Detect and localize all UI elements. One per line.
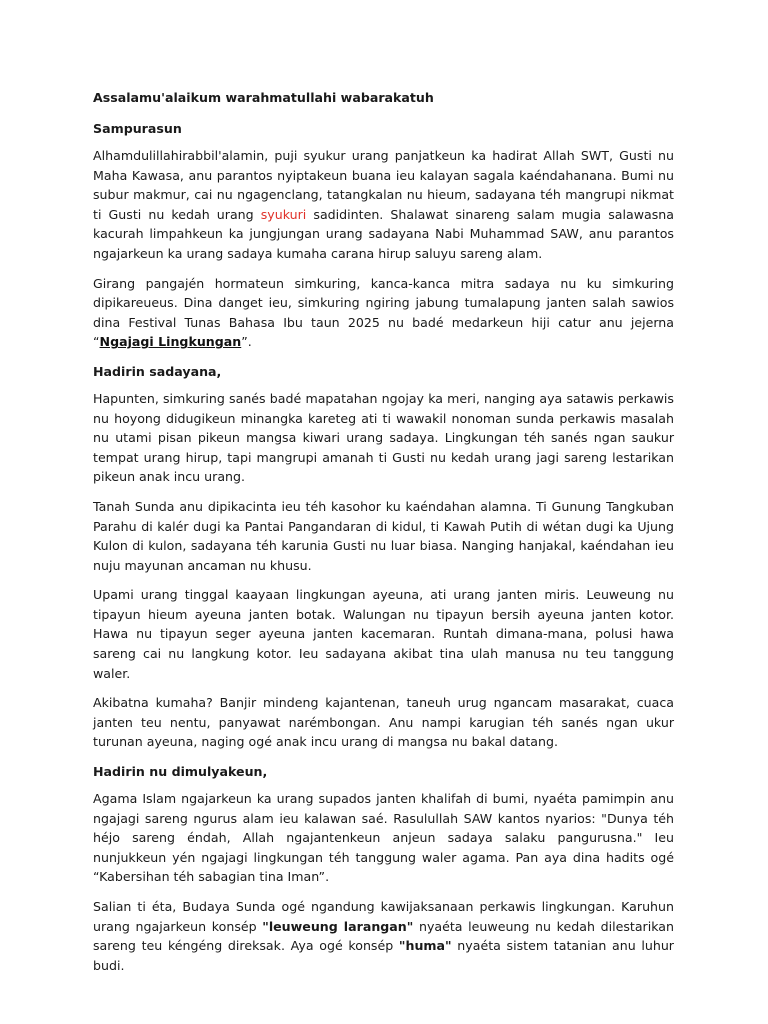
paragraph-6: Akibatna kumaha? Banjir mindeng kajantenan, taneuh urug ngancam masarakat, cuaca janten teu nentu, panyawat narémbongan. Anu nampi karugian téh sanés ngan ukur turunan ayeuna, naging ogé anak incu urang di mangsa nu bakal datang. bbox=[93, 695, 674, 750]
section-heading-hadirin-dimulyakeun: Hadirin nu dimulyakeun, bbox=[93, 764, 268, 780]
speech-title: Ngajagi Lingkungan bbox=[99, 334, 242, 350]
paragraph-text: Alhamdulillahirabbil'alamin, puji syukur urang panjatkeun ka hadirat Allah SWT, Gusti nu Maha Kawasa, anu parantos nyiptakeun buana ieu kalayan sagala kaéndahanana. Bumi nu subur makmur, cai nu ngagenclang, tatangkalan nu hieum, sadayana téh mangrupi nikmat ti Gusti nu kedah urang bbox=[93, 148, 674, 222]
paragraph-text: nyaéta sistem tatanian anu luhur budi. bbox=[93, 938, 674, 973]
highlighted-word: syukuri bbox=[260, 206, 307, 222]
paragraph-text: nyaéta leuweung nu kedah dilestarikan sareng teu kéngéng direksak. Aya ogé konsép bbox=[93, 918, 674, 954]
greeting-heading: Assalamu'alaikum warahmatullahi wabarakatuh bbox=[93, 90, 434, 105]
paragraph-3: Hapunten, simkuring sanés badé mapatahan ngojay ka meri, nanging aya satawis perkawis nu hoyong didugikeun minangka kareteg ati ti wawakil nonoman sunda perkawis masalah nu utami pisan pikeun mangsa kiwari urang sadaya. Lingkungan téh sanés ngan saukur tempat urang hirup, tapi mangrupi amanah ti Gusti nu kedah urang jagi sareng lestarikan pikeun anak incu urang. bbox=[93, 390, 674, 485]
paragraph-text: Girang pangajén hormateun simkuring, kanca-kanca mitra sadaya nu ku simkuring dipikareueus. Dina danget ieu, simkuring ngiring jabung tumalapung janten salah sawios dina Festival Tunas Bahasa Ibu taun 2025 nu badé medarkeun hiji catur anu jejerna “ bbox=[93, 275, 674, 350]
paragraph-text: sadidinten. Shalawat sinareng salam mugia salawasna kacurah limpahkeun ka jungjungan urang sadayana Nabi Muhammad SAW, anu parantos ngajarkeun ka urang sadaya kumaha carana hirup saluyu sareng alam. bbox=[93, 206, 674, 261]
paragraph-7: Agama Islam ngajarkeun ka urang supados janten khalifah di bumi, nyaéta pamimpin anu ngajagi sareng ngurus alam ieu kalawan saé. Rasulullah SAW kantos nyarios: "Dunya téh héjo sareng éndah, Allah ngajantenkeun anjeun sadaya salaku pangurusna." Ieu nunjukkeun yén ngajagi lingkungan téh tanggung waler agama. Pan aya dina hadits ogé “Kabersihan téh sabagian tina Iman”. bbox=[93, 791, 674, 885]
paragraph-4: Tanah Sunda anu dipikacinta ieu téh kasohor ku kaéndahan alamna. Ti Gunung Tangkuban Parahu di kalér dugi ka Pantai Pangandaran di kidul, ti Kawah Putih di wétan dugi ka Ujung Kulon di kulon, sadayana téh karunia Gusti nu luar biasa. Nanging hanjakal, kaéndahan ieu nuju mayunan ancaman nu khusu. bbox=[93, 498, 674, 573]
sampurasun-heading: Sampurasun bbox=[93, 121, 182, 136]
paragraph-5: Upami urang tinggal kaayaan lingkungan ayeuna, ati urang janten miris. Leuweung nu tipayun hieum ayeuna janten botak. Walungan nu tipayun bersih ayeuna janten kotor. Hawa nu tipayun seger ayeuna janten kacemaran. Runtah dimana-mana, polusi hawa sareng cai nu langkung kotor. Ieu sadayana akibat tina ulah manusa nu teu tanggung waler. bbox=[93, 587, 674, 681]
paragraph-introduction bbox=[93, 274, 674, 352]
paragraph-8 bbox=[93, 897, 674, 975]
bold-term: "leuweung larangan" bbox=[262, 918, 414, 934]
paragraph-opening bbox=[93, 146, 674, 264]
section-heading-hadirin-sadayana: Hadirin sadayana, bbox=[93, 363, 222, 379]
bold-term: "huma" bbox=[398, 938, 452, 954]
paragraph-text: Salian ti éta, Budaya Sunda ogé ngandung kawijaksanaan perkawis lingkungan. Karuhun urang ngajarkeun konsép bbox=[93, 899, 674, 934]
paragraph-text: ”. bbox=[241, 334, 252, 350]
